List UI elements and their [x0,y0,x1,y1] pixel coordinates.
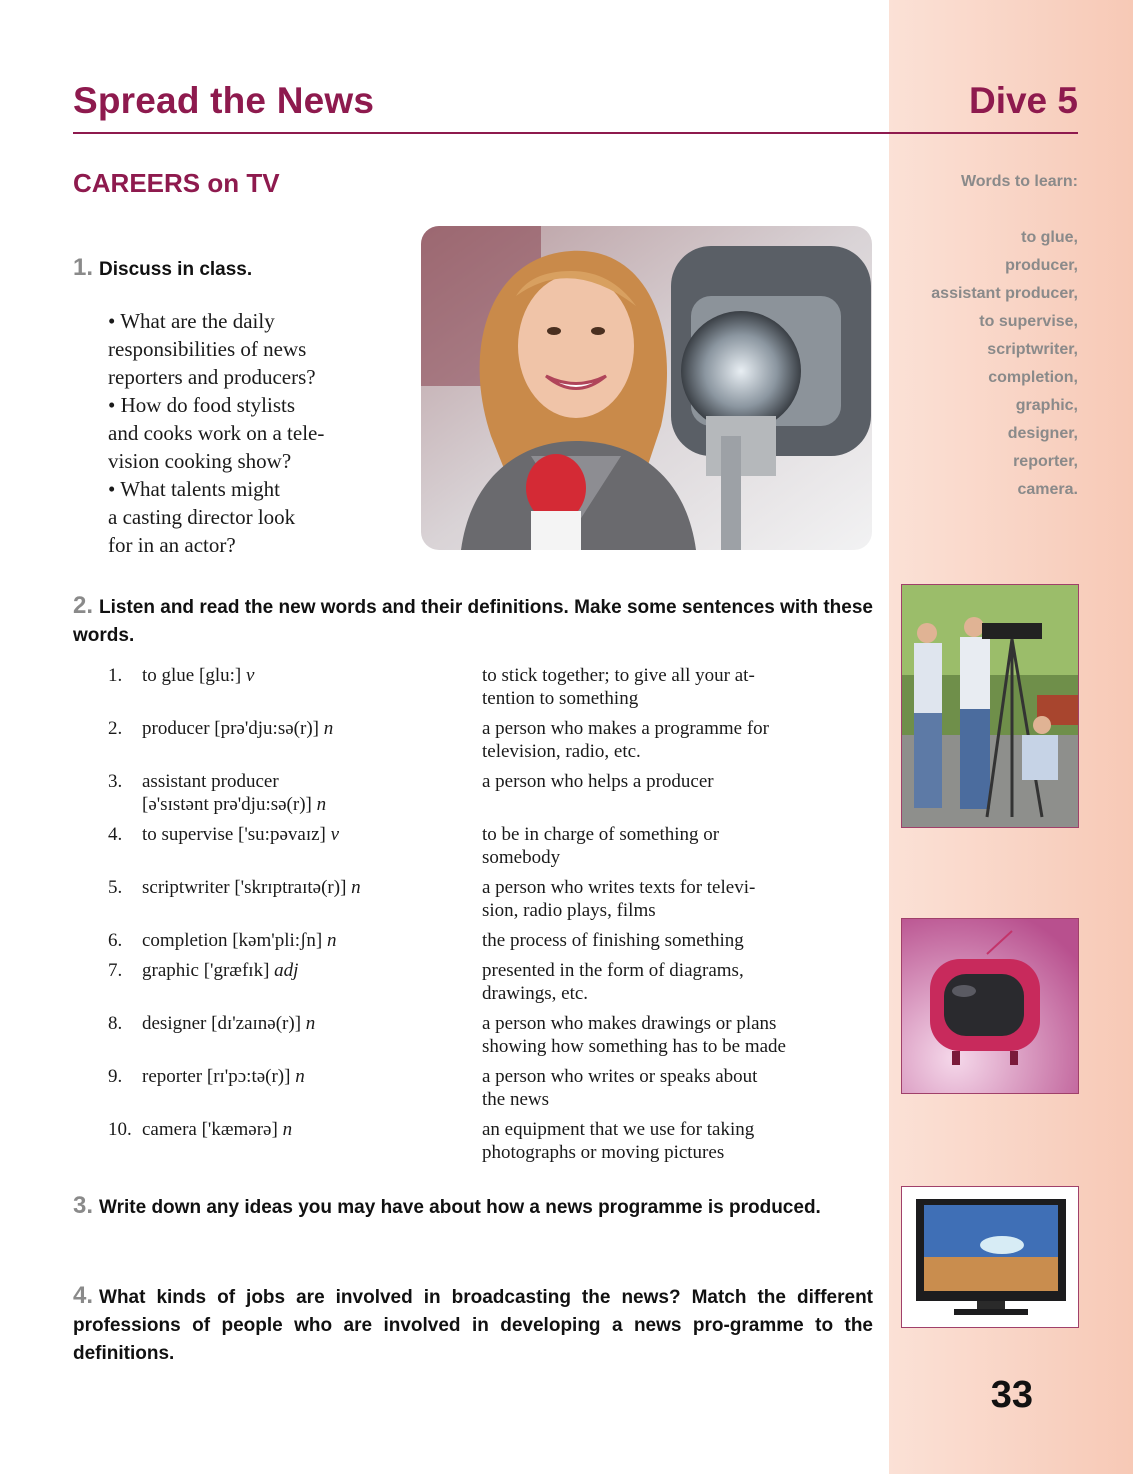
flat-tv-illustration [902,1187,1078,1327]
term-transcription: [ə'sɪstənt prə'dju:sə(r)] [142,794,312,815]
definition-line: presented in the form of diagrams, [482,960,744,981]
vocab-definition [482,929,872,952]
header-divider [73,132,1078,134]
definition-line: to stick together; to give all your at- [482,665,755,686]
word-item: reporter, [1013,453,1078,470]
question-line: for in an actor? [108,533,236,557]
exercise-1-instruction: Discuss in class. [99,259,253,280]
reporter-photo [421,226,872,550]
vocab-row [108,876,878,922]
part-of-speech: v [330,824,340,845]
vocab-term [142,770,482,816]
definition-line: to be in charge of something or [482,824,720,845]
vocab-number: 3. [108,771,123,792]
word-item: to supervise, [979,313,1078,330]
definition-line: somebody [482,847,561,868]
word-item: producer, [1005,257,1078,274]
word-item: graphic, [1015,397,1078,414]
exercise-4-heading [73,1282,873,1368]
term-text: assistant producer [142,771,279,792]
exercise-3-instruction: Write down any ideas you may have about how a news programme is produced. [99,1197,821,1218]
page-number: 33 [990,1374,1033,1416]
vocab-number: 1. [108,665,123,686]
vocab-term [142,1065,482,1111]
exercise-4-instruction: What kinds of jobs are involved in broadcasting the news? Match the different professions of people who are involved in developing a news pro-gramme to the definitions. [73,1287,873,1364]
vocab-definition [482,717,872,763]
definition-line: a person who makes a programme for [482,718,770,739]
retro-tv-illustration [902,919,1078,1093]
vocab-term [142,1118,482,1164]
part-of-speech: n [295,1066,305,1087]
term-text: scriptwriter ['skrɪptraɪtə(r)] [142,877,347,898]
exercise-1-heading [73,254,252,284]
exercise-2-instruction: Listen and read the new words and their definitions. Make some sentences with these words. [73,597,873,646]
definition-line: an equipment that we use for taking [482,1119,755,1140]
part-of-speech: n [305,1013,316,1034]
vocab-number: 4. [108,824,123,845]
film-crew-photo [901,584,1079,828]
vocab-term [142,823,482,869]
term-text: to glue [glu:] [142,665,242,686]
vocab-number: 6. [108,930,123,951]
vocab-row [108,664,878,710]
vocab-number: 7. [108,960,123,981]
vocab-definition [482,823,872,869]
exercise-2-heading [73,592,873,650]
word-item: designer, [1007,425,1078,442]
definition-line: a person who writes or speaks about [482,1066,758,1087]
vocabulary-list [108,664,878,1171]
vocab-definition [482,664,872,710]
exercise-number: 2. [73,592,94,619]
word-item: completion, [988,369,1078,386]
exercise-number: 4. [73,1282,94,1309]
page-title: Spread the News [73,80,375,121]
vocab-row [108,959,878,1005]
vocab-row [108,1118,878,1164]
vocab-definition [482,876,872,922]
vocab-definition [482,1012,872,1058]
vocab-number: 2. [108,718,123,739]
word-item: scriptwriter, [987,341,1078,358]
vocab-row [108,770,878,816]
vocab-row [108,823,878,869]
term-text: reporter [rɪ'pɔ:tə(r)] [142,1066,291,1087]
question-line: reporters and producers? [108,365,316,389]
vocab-definition [482,1118,872,1164]
word-item: assistant producer, [931,285,1078,302]
term-text: completion [kəm'pli:ʃn] [142,930,323,951]
word-item: camera. [1017,481,1078,498]
unit-label: Dive 5 [968,80,1078,121]
term-text: graphic ['græfɪk] [142,960,270,981]
vocab-number: 9. [108,1066,123,1087]
exercise-number: 3. [73,1192,94,1219]
definition-line: photographs or moving pictures [482,1142,725,1163]
vocab-term [142,1012,482,1058]
vocab-definition [482,770,872,816]
word-item: to glue, [1021,229,1078,246]
vocab-term [142,876,482,922]
exercise-1-questions [108,307,408,559]
vocab-number: 8. [108,1013,123,1034]
question-line: • What are the daily [108,309,275,333]
exercise-3-heading [73,1192,873,1222]
words-to-learn-title: Words to learn: [960,173,1078,190]
part-of-speech: v [245,665,255,686]
vocab-term [142,717,482,763]
definition-line: television, radio, etc. [482,741,641,762]
vocab-term [142,929,482,952]
term-text: camera ['kæmərə] [142,1119,278,1140]
vocab-row [108,1012,878,1058]
question-line: and cooks work on a tele- [108,421,325,445]
vocab-term [142,664,482,710]
definition-line: a person who helps a producer [482,771,714,792]
term-text: designer [dɪ'zaɪnə(r)] [142,1013,302,1034]
vocab-row [108,1065,878,1111]
part-of-speech: n [323,718,334,739]
question-line: • What talents might [108,477,281,501]
definition-line: the news [482,1089,550,1110]
term-text: producer [prə'dju:sə(r)] [142,718,319,739]
definition-line: sion, radio plays, films [482,900,656,921]
vocab-row [108,717,878,763]
vocab-number: 5. [108,877,123,898]
term-text: to supervise ['su:pəvaɪz] [142,824,326,845]
question-line: responsibilities of news [108,337,307,361]
question-line: vision cooking show? [108,449,292,473]
part-of-speech: n [316,794,327,815]
part-of-speech: n [326,930,337,951]
reporter-illustration [421,226,872,550]
definition-line: showing how something has to be made [482,1036,786,1057]
definition-line: a person who makes drawings or plans [482,1013,777,1034]
part-of-speech: adj [274,960,299,981]
flat-tv-photo [901,1186,1079,1328]
definition-line: drawings, etc. [482,983,589,1004]
vocab-definition [482,1065,872,1111]
section-title: CAREERS on TV [73,168,280,198]
part-of-speech: n [282,1119,293,1140]
retro-tv-photo [901,918,1079,1094]
words-to-learn [858,168,1078,504]
question-line: a casting director look [108,505,296,529]
definition-line: the process of finishing something [482,930,744,951]
exercise-number: 1. [73,254,94,281]
film-crew-illustration [902,585,1078,827]
vocab-row [108,929,878,952]
question-line: • How do food stylists [108,393,296,417]
vocab-number: 10. [108,1119,132,1140]
definition-line: tention to something [482,688,639,709]
definition-line: a person who writes texts for televi- [482,877,756,898]
vocab-term [142,959,482,1005]
part-of-speech: n [351,877,361,898]
vocab-definition [482,959,872,1005]
